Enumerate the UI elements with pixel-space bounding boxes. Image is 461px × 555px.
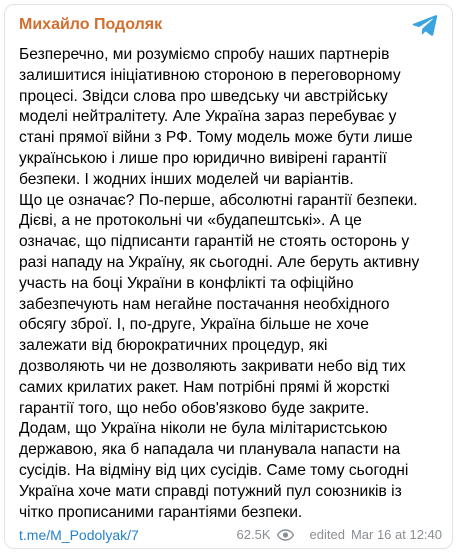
message-line: Україна хоче мати справді потужний пул союзників із [19,482,402,500]
message-line: означає, що підписанти гарантій не стоять осторонь у [19,233,410,251]
post-link[interactable]: t.me/M_Podolyak/7 [19,527,139,543]
message-line: сусідів. На відміну від цих сусідів. Саме тому сьогодні [19,461,409,479]
message-line: моделі нейтралітету. Але Україна зараз перебуває у [19,108,397,126]
message-line: обсягу зброї. І, по-друге, Україна більше не хоче [19,316,369,334]
view-count: 62.5K [236,527,271,542]
message-line: Безперечно, ми розуміємо спробу наших партнерів [19,46,390,63]
eye-icon [277,529,294,541]
message-line: безпеки. І жодних інших моделей чи варіантів. [19,170,354,188]
message-line: чітко прописаними гарантіями безпеки. [19,503,303,521]
message-line: разі нападу на Україну, як сьогодні. Але беруть активну [19,253,420,271]
author-name[interactable]: Михайло Подоляк [19,16,163,33]
message-line: державою, яка б нападала чи планувала напасти на [19,441,401,459]
message-line: гарантії того, що небо обов'язково буде закрите. [19,399,370,417]
message-line: українською і лише про юридично вивірені гарантії [19,149,387,167]
telegram-post-card [4,4,453,549]
message-line: участь на боці України в конфлікті та офіційно [19,274,354,292]
post-footer [19,525,442,545]
message-line: залишитися ініціативною стороною в переговорному [19,66,401,84]
post-meta [237,525,442,545]
post-message [19,45,443,523]
message-line: залежати від бюрократичних процедур, які [19,337,328,355]
message-line: самих крилатих ракет. Нам потрібні прямі й жорсткі [19,378,390,396]
post-timestamp: Mar 16 at 12:40 [350,527,442,542]
post-header [19,15,442,39]
message-line: Що це означає? По-перше, абсолютні гарантії безпеки. [19,191,418,209]
message-line: Дієві, а не протокольні чи «будапештські». А це [19,212,362,230]
message-line: Додам, що Україна ніколи не була мілітаристською [19,420,388,438]
message-line: дозволяють чи не дозволяють закривати небо від тих [19,357,406,375]
edited-label: edited [309,527,345,542]
telegram-icon[interactable] [412,13,438,37]
message-line: стані прямої війни з РФ. Тому модель може бути лише [19,129,413,147]
message-line: процесі. Звідси слова про шведську чи австрійську [19,87,388,105]
message-line: забезпечують нам негайне постачання необхідного [19,295,390,313]
